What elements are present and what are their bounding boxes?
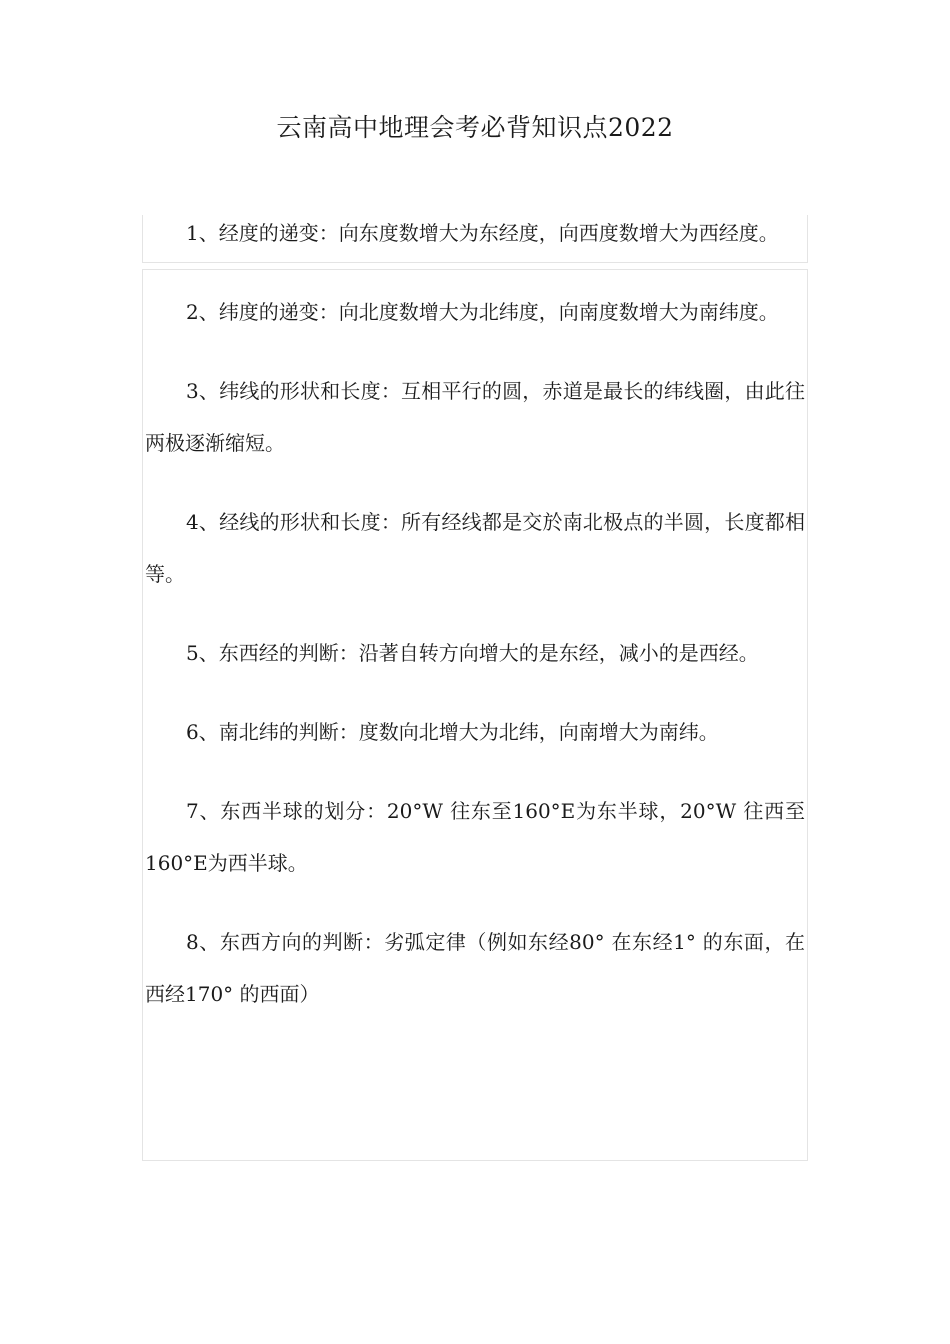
knowledge-point-2: 2、纬度的递变：向北度数增大为北纬度，向南度数增大为南纬度。 bbox=[186, 300, 779, 324]
knowledge-point-6: 6、南北纬的判断：度数向北增大为北纬，向南增大为南纬。 bbox=[186, 720, 719, 744]
document-title: 云南高中地理会考必背知识点2022 bbox=[276, 113, 674, 142]
knowledge-point-5: 5、东西经的判断：沿著自转方向增大的是东经，减小的是西经。 bbox=[186, 641, 759, 665]
document-body bbox=[145, 207, 805, 1047]
knowledge-point-1: 1、经度的递变：向东度数增大为东经度，向西度数增大为西经度。 bbox=[186, 221, 779, 245]
knowledge-point-7: 7、东西半球的划分：20°W 往东至160°E为东半球，20°W 往西至160°E为西半球。 bbox=[145, 799, 805, 875]
knowledge-point-8: 8、东西方向的判断：劣弧定律（例如东经80° 在东经1° 的东面，在西经170° 的西面） bbox=[145, 930, 805, 1006]
knowledge-point-4: 4、经线的形状和长度：所有经线都是交於南北极点的半圆，长度都相等。 bbox=[145, 510, 805, 586]
knowledge-point-3: 3、纬线的形状和长度：互相平行的圆，赤道是最长的纬线圈，由此往两极逐渐缩短。 bbox=[145, 379, 805, 455]
